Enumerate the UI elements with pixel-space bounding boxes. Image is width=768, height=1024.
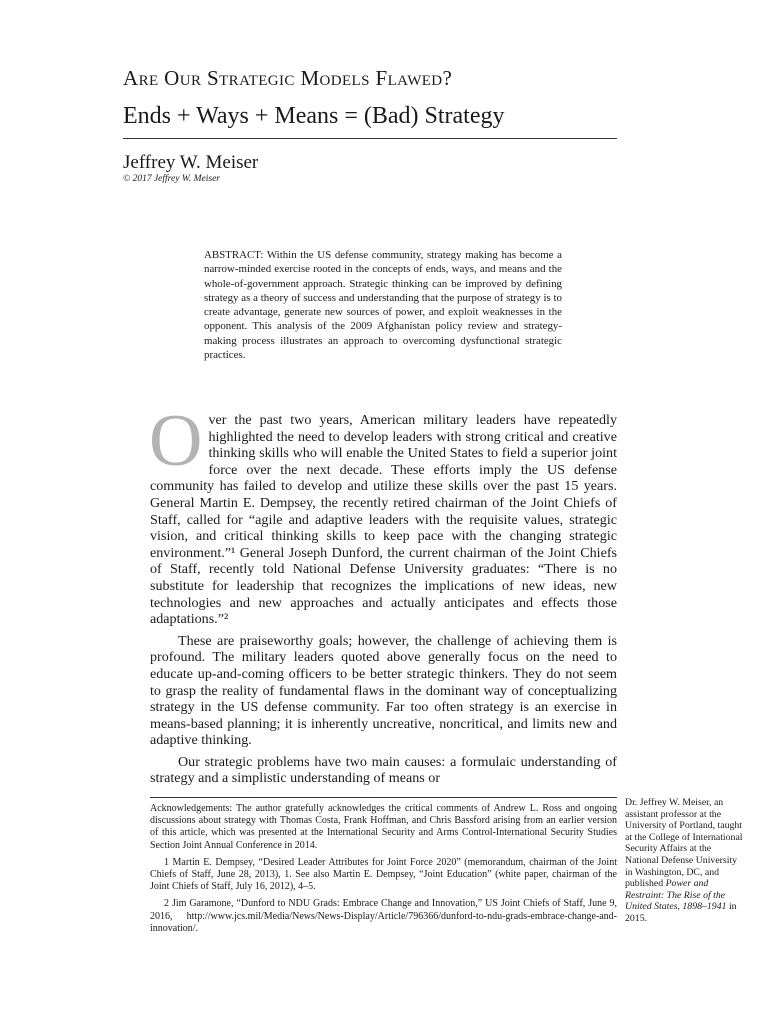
footnote-rule (150, 797, 617, 798)
body-paragraph-1 (149, 400, 617, 628)
series-title: Are Our Strategic Models Flawed? (123, 66, 453, 90)
author-bio-book-title: Power and Restraint: The Rise of the United States, 1898–1941 (625, 878, 727, 913)
abstract: ABSTRACT: Within the US defense community, strategy making has become a narrow-minded exercise rooted in the concepts of ends, ways, and means and the whole-of-government approach. Strategic thinking can be improved by defining strategy as a theory of success and understanding that the purpose of strategy is to create advantage, generate new sources of power, and exploit weaknesses in the opponent. This analysis of the 2009 Afghanistan policy review and strategy-making process illustrates an approach to overcoming dysfunctional strategic practices. (204, 249, 562, 362)
title-rule (123, 138, 617, 139)
footnote-1-text: Martin E. Dempsey, “Desired Leader Attributes for Joint Force 2020” (memorandum, chairman of the Joint Chiefs of Staff, June 28, 2013), 1. See also Martin E. Dempsey, “Joint Education” (white paper, chairman of the Joint Chiefs of Staff, July 16, 2012), 4–5. (150, 856, 617, 893)
body-paragraph-3: Our strategic problems have two main causes: a formulaic understanding of strategy and a simplistic understanding of means or (150, 753, 617, 787)
footnote-2-text: Jim Garamone, “Dunford to NDU Grads: Embrace Change and Innovation,” US Joint Chiefs of Staff, June 9, 2016, http://www.jcs.mil/Media/News/News-Display/Article/796366/dunford-to-ndu-grads-embrace-change-and-innovation/. (150, 898, 617, 934)
footnotes (150, 803, 617, 940)
footnote-1-number: 1 (164, 856, 169, 868)
author-bio-tail: in 2015. (625, 901, 737, 924)
article-body (149, 400, 617, 787)
copyright-line: © 2017 Jeffrey W. Meiser (123, 174, 221, 184)
article-title: Ends + Ways + Means = (Bad) Strategy (123, 103, 505, 129)
drop-cap: O (149, 400, 203, 482)
author-bio-text: Dr. Jeffrey W. Meiser, an assistant professor at the University of Portland, taught at the College of International Security Affairs at the National Defense University in Washington, DC, and published (625, 797, 743, 890)
footnote-2 (150, 898, 617, 935)
author-bio (625, 797, 743, 925)
footnote-1 (150, 857, 617, 894)
body-paragraph-1-text: ver the past two years, American military leaders have repeatedly highlighted the need to develop leaders with strong critical and creative thinking skills who will enable the United States to field a superior joint force over the next decade. These efforts imply the US defense community has failed to develop and utilize these skills over the past 15 years. General Martin E. Dempsey, the recently retired chairman of the Joint Chiefs of Staff, called for “agile and adaptive leaders with the requisite values, strategic vision, and critical thinking skills to keep pace with the changing strategic environment.”¹ General Joseph Dunford, the current chairman of the Joint Chiefs of Staff, recently told National Defense University graduates: “There is no substitute for leadership that recognizes the implications of new ideas, new technologies and new approaches and actually anticipates and effects those adaptations.”² (150, 412, 617, 628)
acknowledgements: Acknowledgements: The author gratefully acknowledges the critical comments of Andrew L. Ross and ongoing discussions about strategy with Thomas Costa, Frank Hoffman, and Chris Bassford arising from an earlier version of this article, which was presented at the International Security and Arms Control-International Security Studies Section Joint Annual Conference in 2014. (150, 803, 617, 851)
body-paragraph-2: These are praiseworthy goals; however, the challenge of achieving them is profound. The military leaders quoted above generally focus on the need to educate up-and-coming officers to be better strategic thinkers. They do not seem to grasp the reality of fundamental flaws in the dominant way of conceptualizing strategy in the US defense community. Far too often strategy is an exercise in means-based planning; it is inherently uncreative, noncritical, and limits new and adaptive thinking. (150, 632, 617, 749)
footnote-2-number: 2 (164, 898, 169, 910)
author-name: Jeffrey W. Meiser (123, 152, 259, 173)
